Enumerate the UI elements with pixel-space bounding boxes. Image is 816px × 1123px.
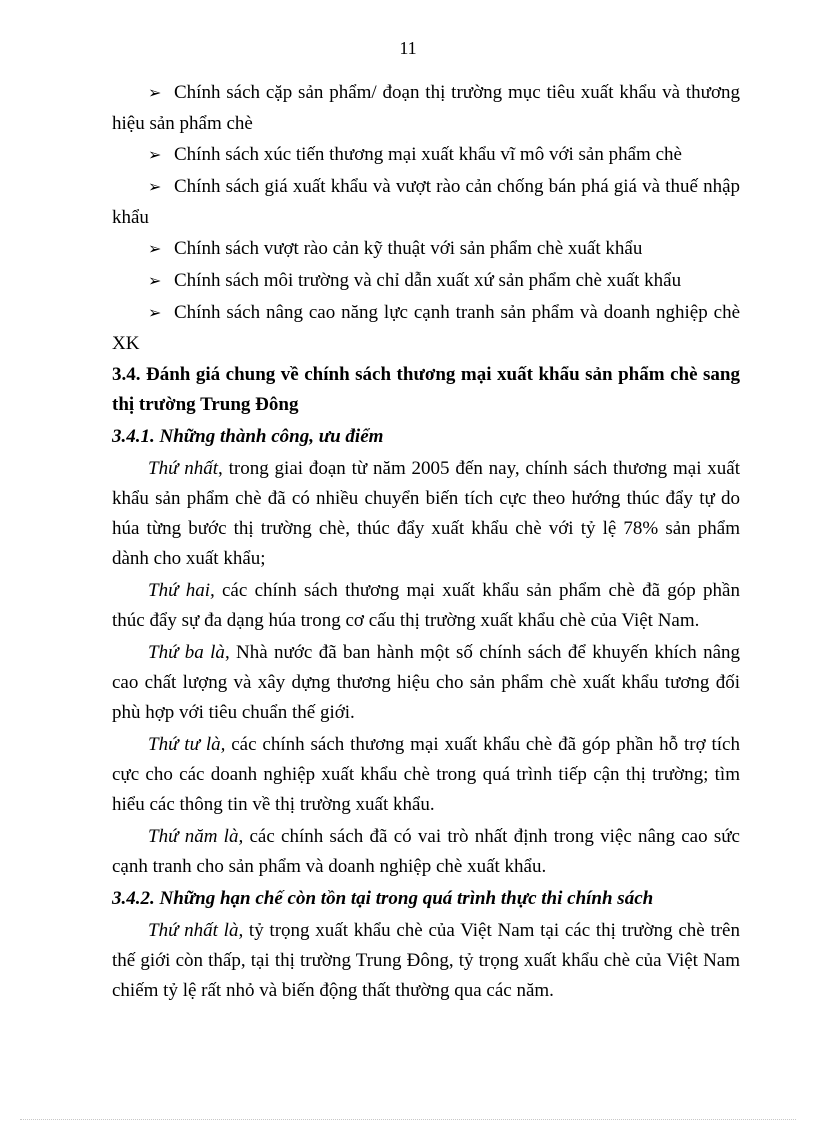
paragraph	[112, 730, 740, 820]
bullet-item	[112, 140, 740, 171]
paragraph-lead: Thứ hai,	[148, 580, 215, 601]
bullet-text: Chính sách xúc tiến thương mại xuất khẩu vĩ mô với sản phẩm chè	[174, 144, 682, 165]
paragraph	[112, 576, 740, 636]
bullet-item	[112, 266, 740, 297]
bullet-item	[112, 234, 740, 265]
page-number: 11	[399, 38, 417, 58]
paragraph	[112, 822, 740, 882]
subsection-heading-3-4-2: 3.4.2. Những hạn chế còn tồn tại trong quá trình thực thi chính sách	[112, 888, 654, 909]
arrow-bullet-icon: ➢	[148, 147, 162, 164]
paragraph-text: các chính sách đã có vai trò nhất định trong việc nâng cao sức cạnh tranh cho sản phẩm và doanh nghiệp chè xuất khẩu.	[112, 826, 740, 877]
paragraph-lead: Thứ ba là	[148, 642, 225, 663]
bullet-text: Chính sách vượt rào cản kỹ thuật với sản phẩm chè xuất khẩu	[174, 238, 643, 259]
arrow-bullet-icon: ➢	[148, 85, 162, 102]
section-heading-3-4: 3.4. Đánh giá chung về chính sách thương mại xuất khẩu sản phẩm chè sang thị trường Trung Đông	[112, 364, 740, 415]
paragraph-lead: Thứ năm là,	[148, 826, 244, 847]
bullet-text: Chính sách cặp sản phẩm/ đoạn thị trường mục tiêu xuất khẩu và thương hiệu sản phẩm chè	[112, 82, 740, 134]
bullet-item	[112, 298, 740, 359]
document-body	[112, 78, 740, 1008]
paragraph-lead: Thứ tư là,	[148, 734, 226, 755]
paragraph-text: , Nhà nước đã ban hành một số chính sách để khuyến khích nâng cao chất lượng và xây dựng thương hiệu cho sản phẩm chè xuất khẩu tương đối phù hợp với tiêu chuẩn thế giới.	[112, 642, 740, 723]
subsection-heading-3-4-1: 3.4.1. Những thành công, ưu điểm	[112, 426, 384, 447]
arrow-bullet-icon: ➢	[148, 179, 162, 196]
bullet-item	[112, 172, 740, 233]
paragraph-lead: Thứ nhất	[148, 458, 219, 479]
bullet-item	[112, 78, 740, 139]
bullet-text: Chính sách nâng cao năng lực cạnh tranh sản phẩm và doanh nghiệp chè XK	[112, 302, 740, 354]
paragraph	[112, 916, 740, 1006]
bullet-text: Chính sách môi trường và chỉ dẫn xuất xứ sản phẩm chè xuất khẩu	[174, 270, 682, 291]
arrow-bullet-icon: ➢	[148, 305, 162, 322]
bullet-text: Chính sách giá xuất khẩu và vượt rào cản chống bán phá giá và thuế nhập khẩu	[112, 176, 740, 228]
arrow-bullet-icon: ➢	[148, 241, 162, 258]
paragraph	[112, 454, 740, 574]
arrow-bullet-icon: ➢	[148, 273, 162, 290]
paragraph	[112, 638, 740, 728]
paragraph-text: các chính sách thương mại xuất khẩu sản phẩm chè đã góp phần thúc đẩy sự đa dạng húa trong cơ cấu thị trường xuất khẩu chè của Việt Nam.	[112, 580, 740, 631]
paragraph-lead: Thứ nhất là,	[148, 920, 244, 941]
paragraph-text: các chính sách thương mại xuất khẩu chè đã góp phần hỗ trợ tích cực cho các doanh nghiệp xuất khẩu chè trong quá trình tiếp cận thị trường; tìm hiểu các thông tin về thị trường xuất khẩu.	[112, 734, 740, 815]
paragraph-text: tỷ trọng xuất khẩu chè của Việt Nam tại các thị trường chè trên thế giới còn thấp, tại thị trường Trung Đông, tỷ trọng xuất khẩu chè của Việt Nam chiếm tỷ lệ rất nhỏ và biến động thất thường qua các năm.	[112, 920, 740, 1001]
paragraph-text: , trong giai đoạn từ năm 2005 đến nay, chính sách thương mại xuất khẩu sản phẩm chè đã có nhiều chuyển biến tích cực theo hướng thúc đẩy tự do húa từng bước thị trường chè, thúc đẩy xuất khẩu chè với tỷ lệ 78% sản phẩm dành cho xuất khẩu;	[112, 458, 741, 569]
page-bottom-divider	[20, 1119, 796, 1120]
